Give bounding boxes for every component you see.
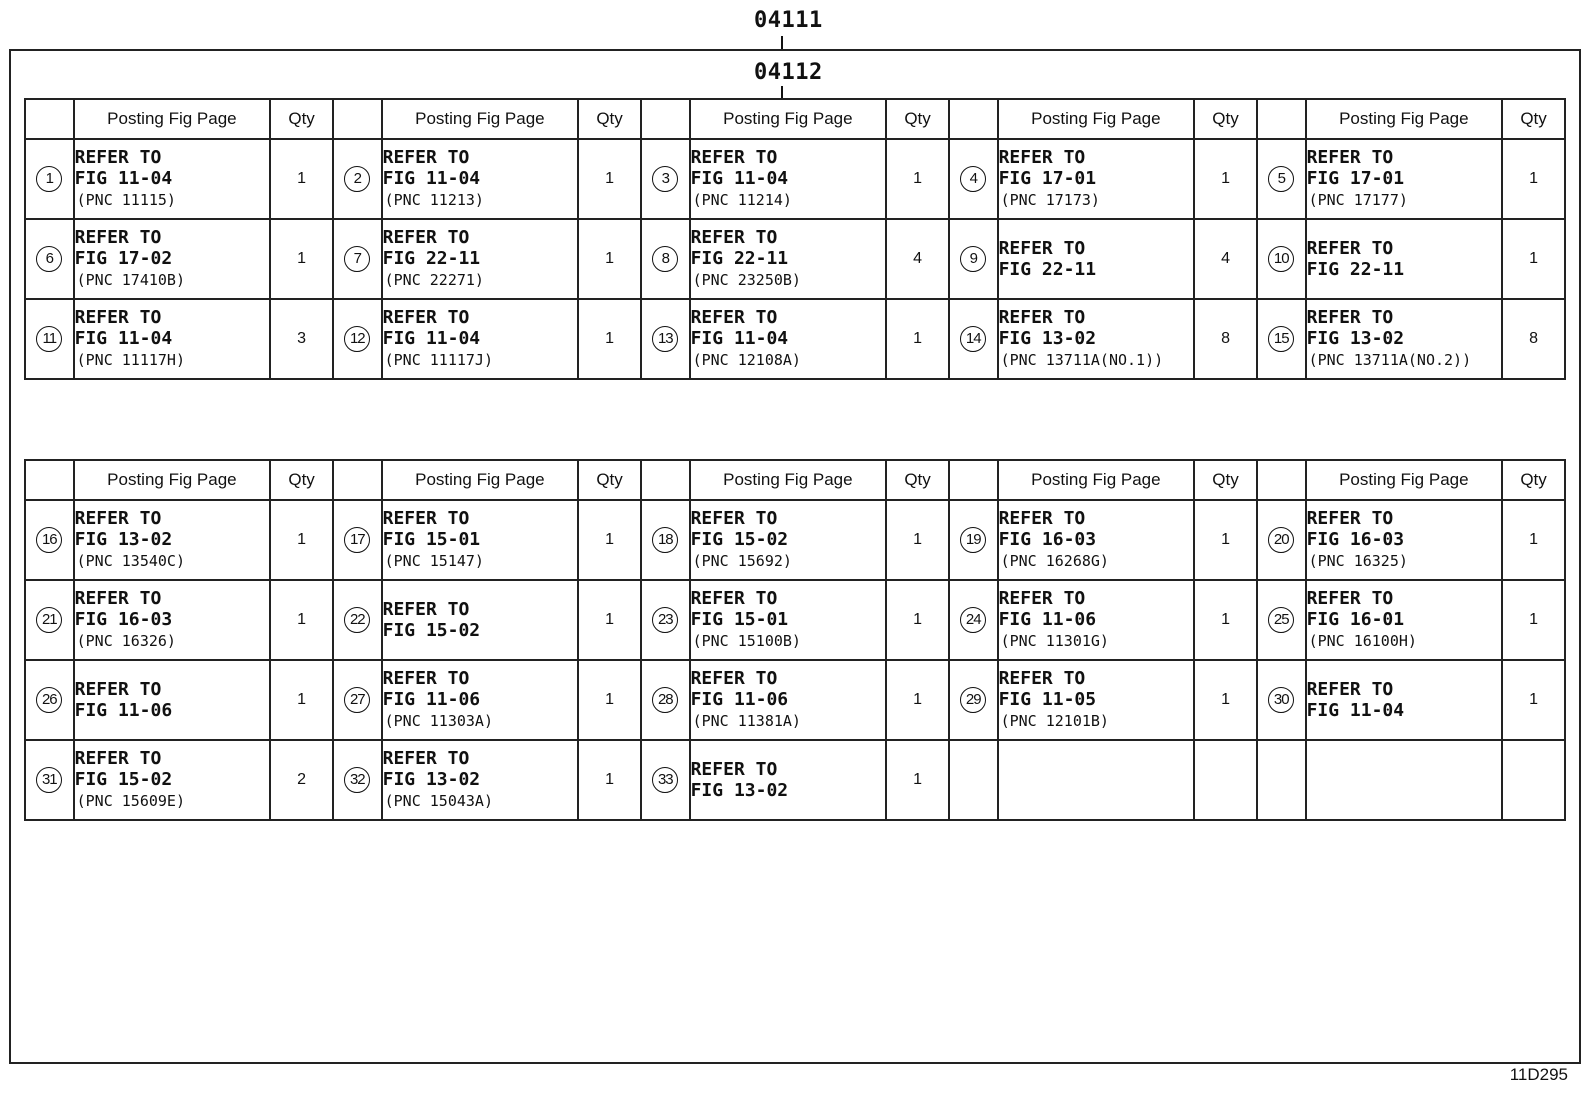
header-posting-fig-page: Posting Fig Page [382, 460, 579, 500]
reference-cell [1306, 740, 1503, 820]
reference-cell [74, 660, 271, 740]
refer-to-text: REFER TO [1306, 508, 1394, 529]
qty-cell: 4 [886, 219, 949, 299]
fig-page-text: FIG 11-04 [382, 328, 481, 349]
refer-to-text: REFER TO [1306, 307, 1394, 328]
fig-page-text: FIG 11-04 [690, 168, 789, 189]
fig-page-text: FIG 11-04 [382, 168, 481, 189]
index-cell [641, 580, 690, 660]
callout-number: 28 [652, 687, 678, 713]
qty-cell: 1 [886, 299, 949, 379]
fig-page-text: FIG 13-02 [690, 780, 789, 801]
pnc-text: (PNC 11381A) [692, 712, 801, 730]
header-row [25, 99, 1565, 139]
pnc-text: (PNC 17410B) [76, 271, 185, 289]
refer-to-text: REFER TO [1306, 147, 1394, 168]
callout-number: 13 [652, 326, 678, 352]
fig-page-text: FIG 11-05 [998, 689, 1097, 710]
refer-to-text: REFER TO [74, 227, 162, 248]
pnc-text: (PNC 15100B) [692, 632, 801, 650]
index-cell [333, 139, 382, 219]
fig-page-text: FIG 11-04 [1306, 700, 1405, 721]
qty-cell: 1 [886, 580, 949, 660]
pnc-text: (PNC 11213) [384, 191, 484, 209]
callout-number: 24 [960, 607, 986, 633]
fig-page-text: FIG 11-06 [690, 689, 789, 710]
callout-number: 2 [344, 166, 370, 192]
refer-to-text: REFER TO [690, 508, 778, 529]
index-cell [333, 740, 382, 820]
reference-cell [382, 500, 579, 580]
header-qty: Qty [1194, 99, 1257, 139]
reference-cell [1306, 660, 1503, 740]
reference-cell [382, 299, 579, 379]
pnc-text: (PNC 12101B) [1000, 712, 1109, 730]
reference-cell [690, 139, 887, 219]
reference-cell [1306, 299, 1503, 379]
refer-to-text: REFER TO [1306, 238, 1394, 259]
refer-to-text: REFER TO [74, 307, 162, 328]
header-posting-fig-page: Posting Fig Page [74, 460, 271, 500]
refer-to-text: REFER TO [998, 147, 1086, 168]
fig-page-text: FIG 16-03 [998, 529, 1097, 550]
qty-cell: 1 [1194, 660, 1257, 740]
callout-number: 25 [1268, 607, 1294, 633]
header-posting-fig-page: Posting Fig Page [998, 460, 1195, 500]
callout-number: 15 [1268, 326, 1294, 352]
qty-cell: 1 [886, 740, 949, 820]
refer-to-text: REFER TO [998, 508, 1086, 529]
refer-to-text: REFER TO [1306, 679, 1394, 700]
reference-cell [690, 660, 887, 740]
reference-cell [382, 740, 579, 820]
table-row [25, 660, 1565, 740]
callout-number: 18 [652, 527, 678, 553]
callout-number: 3 [652, 166, 678, 192]
reference-cell [998, 139, 1195, 219]
refer-to-text: REFER TO [382, 227, 470, 248]
pnc-text: (PNC 16325) [1308, 552, 1408, 570]
reference-cell [74, 139, 271, 219]
callout-number: 31 [36, 767, 62, 793]
qty-cell: 1 [578, 139, 641, 219]
header-posting-fig-page: Posting Fig Page [690, 99, 887, 139]
reference-cell [1306, 500, 1503, 580]
refer-to-text: REFER TO [998, 238, 1086, 259]
header-qty: Qty [578, 99, 641, 139]
callout-number: 1 [36, 166, 62, 192]
header-index-cell [949, 460, 998, 500]
qty-cell: 1 [270, 660, 333, 740]
refer-to-text: REFER TO [998, 307, 1086, 328]
header-index-cell [641, 99, 690, 139]
reference-cell [382, 660, 579, 740]
reference-cell [690, 500, 887, 580]
refer-to-text: REFER TO [382, 307, 470, 328]
header-posting-fig-page: Posting Fig Page [74, 99, 271, 139]
index-cell [641, 500, 690, 580]
refer-to-text: REFER TO [382, 748, 470, 769]
callout-number: 22 [344, 607, 370, 633]
pnc-text: (PNC 13711A(NO.1)) [1000, 351, 1164, 369]
qty-cell [1502, 740, 1565, 820]
reference-cell [690, 740, 887, 820]
fig-page-text: FIG 17-01 [998, 168, 1097, 189]
reference-cell [690, 580, 887, 660]
fig-page-text: FIG 15-02 [74, 769, 173, 790]
header-qty: Qty [1502, 99, 1565, 139]
qty-cell: 1 [1502, 660, 1565, 740]
qty-cell: 1 [270, 580, 333, 660]
pnc-text: (PNC 11301G) [1000, 632, 1109, 650]
index-cell [1257, 660, 1306, 740]
index-cell [1257, 500, 1306, 580]
refer-to-text: REFER TO [690, 668, 778, 689]
reference-cell [74, 740, 271, 820]
reference-cell [382, 580, 579, 660]
callout-number: 27 [344, 687, 370, 713]
refer-to-text: REFER TO [690, 307, 778, 328]
header-qty: Qty [886, 99, 949, 139]
qty-cell: 1 [1502, 580, 1565, 660]
reference-cell [998, 299, 1195, 379]
qty-cell: 1 [1194, 139, 1257, 219]
callout-number: 12 [344, 326, 370, 352]
table-row [25, 299, 1565, 379]
pnc-text: (PNC 15147) [384, 552, 484, 570]
reference-cell [382, 219, 579, 299]
part-number-label: 11D295 [1509, 1065, 1568, 1084]
refer-to-text: REFER TO [690, 227, 778, 248]
reference-cell [74, 500, 271, 580]
qty-cell: 8 [1194, 299, 1257, 379]
header-row [25, 460, 1565, 500]
table-row [25, 580, 1565, 660]
qty-cell: 1 [1502, 500, 1565, 580]
leader-line-04111 [781, 36, 783, 50]
refer-to-text: REFER TO [382, 508, 470, 529]
refer-to-text: REFER TO [382, 147, 470, 168]
qty-cell: 1 [1502, 219, 1565, 299]
index-cell [25, 580, 74, 660]
qty-cell [1194, 740, 1257, 820]
callout-number: 7 [344, 246, 370, 272]
header-index-cell [949, 99, 998, 139]
reference-cell [998, 660, 1195, 740]
index-cell [333, 299, 382, 379]
index-cell [333, 500, 382, 580]
reference-cell [74, 219, 271, 299]
header-posting-fig-page: Posting Fig Page [382, 99, 579, 139]
callout-number: 10 [1268, 246, 1294, 272]
reference-table-1 [24, 98, 1566, 380]
reference-cell [998, 580, 1195, 660]
fig-page-text: FIG 15-02 [690, 529, 789, 550]
fig-page-text: FIG 11-04 [74, 328, 173, 349]
index-cell [333, 580, 382, 660]
pnc-text: (PNC 15043A) [384, 792, 493, 810]
pnc-text: (PNC 16268G) [1000, 552, 1109, 570]
qty-cell: 1 [886, 139, 949, 219]
index-cell [949, 139, 998, 219]
table-row [25, 139, 1565, 219]
qty-cell: 2 [270, 740, 333, 820]
reference-cell [998, 219, 1195, 299]
header-qty: Qty [578, 460, 641, 500]
callout-number: 6 [36, 246, 62, 272]
index-cell [25, 299, 74, 379]
header-index-cell [333, 99, 382, 139]
refer-to-text: REFER TO [382, 599, 470, 620]
callout-number: 33 [652, 767, 678, 793]
reference-table-2 [24, 459, 1566, 821]
fig-page-text: FIG 13-02 [74, 529, 173, 550]
pnc-text: (PNC 11115) [76, 191, 176, 209]
index-cell [949, 740, 998, 820]
header-index-cell [25, 460, 74, 500]
table-row [25, 500, 1565, 580]
fig-page-text: FIG 22-11 [1306, 259, 1405, 280]
index-cell [1257, 580, 1306, 660]
reference-cell [998, 740, 1195, 820]
callout-number: 21 [36, 607, 62, 633]
pnc-text: (PNC 11117H) [76, 351, 185, 369]
callout-number: 17 [344, 527, 370, 553]
callout-number: 20 [1268, 527, 1294, 553]
header-index-cell [1257, 99, 1306, 139]
header-posting-fig-page: Posting Fig Page [998, 99, 1195, 139]
fig-page-text: FIG 16-03 [1306, 529, 1405, 550]
refer-to-text: REFER TO [998, 588, 1086, 609]
index-cell [641, 299, 690, 379]
index-cell [641, 740, 690, 820]
fig-page-text: FIG 13-02 [382, 769, 481, 790]
index-cell [949, 500, 998, 580]
qty-cell: 8 [1502, 299, 1565, 379]
index-cell [25, 139, 74, 219]
index-cell [949, 299, 998, 379]
refer-to-text: REFER TO [74, 748, 162, 769]
qty-cell: 1 [886, 500, 949, 580]
reference-cell [74, 580, 271, 660]
qty-cell: 1 [578, 740, 641, 820]
reference-cell [74, 299, 271, 379]
table-row [25, 219, 1565, 299]
refer-to-text: REFER TO [690, 588, 778, 609]
table-row [25, 740, 1565, 820]
pnc-text: (PNC 22271) [384, 271, 484, 289]
qty-cell: 1 [886, 660, 949, 740]
refer-to-text: REFER TO [74, 508, 162, 529]
fig-page-text: FIG 22-11 [382, 248, 481, 269]
pnc-text: (PNC 13711A(NO.2)) [1308, 351, 1472, 369]
fig-page-text: FIG 22-11 [998, 259, 1097, 280]
index-cell [641, 219, 690, 299]
index-cell [25, 500, 74, 580]
qty-cell: 1 [1194, 500, 1257, 580]
index-cell [333, 219, 382, 299]
fig-page-text: FIG 15-02 [382, 620, 481, 641]
callout-number: 8 [652, 246, 678, 272]
reference-cell [1306, 219, 1503, 299]
callout-number: 29 [960, 687, 986, 713]
index-cell [949, 660, 998, 740]
pnc-text: (PNC 13540C) [76, 552, 185, 570]
qty-cell: 1 [578, 500, 641, 580]
fig-page-text: FIG 17-01 [1306, 168, 1405, 189]
reference-cell [690, 219, 887, 299]
header-index-cell [333, 460, 382, 500]
fig-page-text: FIG 13-02 [1306, 328, 1405, 349]
index-cell [1257, 299, 1306, 379]
callout-number: 23 [652, 607, 678, 633]
qty-cell: 1 [270, 139, 333, 219]
qty-cell: 4 [1194, 219, 1257, 299]
index-cell [949, 219, 998, 299]
fig-page-text: FIG 11-04 [690, 328, 789, 349]
reference-cell [1306, 139, 1503, 219]
fig-page-text: FIG 15-01 [382, 529, 481, 550]
assembly-label-04111: 04111 [754, 8, 823, 33]
qty-cell: 1 [270, 219, 333, 299]
fig-page-text: FIG 11-06 [74, 700, 173, 721]
index-cell [1257, 219, 1306, 299]
pnc-text: (PNC 16100H) [1308, 632, 1417, 650]
fig-page-text: FIG 13-02 [998, 328, 1097, 349]
header-qty: Qty [270, 460, 333, 500]
qty-cell: 1 [578, 219, 641, 299]
fig-page-text: FIG 15-01 [690, 609, 789, 630]
callout-number: 19 [960, 527, 986, 553]
index-cell [641, 139, 690, 219]
fig-page-text: FIG 22-11 [690, 248, 789, 269]
pnc-text: (PNC 15609E) [76, 792, 185, 810]
qty-cell: 1 [578, 299, 641, 379]
reference-cell [998, 500, 1195, 580]
qty-cell: 1 [1502, 139, 1565, 219]
callout-number: 26 [36, 687, 62, 713]
reference-cell [690, 299, 887, 379]
pnc-text: (PNC 11214) [692, 191, 792, 209]
callout-number: 14 [960, 326, 986, 352]
fig-page-text: FIG 17-02 [74, 248, 173, 269]
callout-number: 30 [1268, 687, 1294, 713]
qty-cell: 1 [1194, 580, 1257, 660]
refer-to-text: REFER TO [74, 679, 162, 700]
index-cell [333, 660, 382, 740]
index-cell [1257, 740, 1306, 820]
pnc-text: (PNC 23250B) [692, 271, 801, 289]
header-qty: Qty [1502, 460, 1565, 500]
index-cell [1257, 139, 1306, 219]
qty-cell: 1 [578, 580, 641, 660]
header-qty: Qty [1194, 460, 1257, 500]
header-index-cell [25, 99, 74, 139]
qty-cell: 3 [270, 299, 333, 379]
header-qty: Qty [886, 460, 949, 500]
fig-page-text: FIG 11-04 [74, 168, 173, 189]
index-cell [25, 660, 74, 740]
fig-page-text: FIG 11-06 [998, 609, 1097, 630]
qty-cell: 1 [270, 500, 333, 580]
pnc-text: (PNC 11303A) [384, 712, 493, 730]
header-posting-fig-page: Posting Fig Page [690, 460, 887, 500]
pnc-text: (PNC 17173) [1000, 191, 1100, 209]
refer-to-text: REFER TO [1306, 588, 1394, 609]
header-qty: Qty [270, 99, 333, 139]
callout-number: 16 [36, 527, 62, 553]
refer-to-text: REFER TO [382, 668, 470, 689]
callout-number: 11 [36, 326, 62, 352]
callout-number: 32 [344, 767, 370, 793]
pnc-text: (PNC 16326) [76, 632, 176, 650]
header-posting-fig-page: Posting Fig Page [1306, 99, 1503, 139]
header-posting-fig-page: Posting Fig Page [1306, 460, 1503, 500]
fig-page-text: FIG 16-03 [74, 609, 173, 630]
refer-to-text: REFER TO [690, 759, 778, 780]
callout-number: 9 [960, 246, 986, 272]
refer-to-text: REFER TO [690, 147, 778, 168]
pnc-text: (PNC 11117J) [384, 351, 493, 369]
fig-page-text: FIG 16-01 [1306, 609, 1405, 630]
refer-to-text: REFER TO [74, 588, 162, 609]
refer-to-text: REFER TO [74, 147, 162, 168]
qty-cell: 1 [578, 660, 641, 740]
reference-cell [1306, 580, 1503, 660]
fig-page-text: FIG 11-06 [382, 689, 481, 710]
pnc-text: (PNC 15692) [692, 552, 792, 570]
index-cell [25, 219, 74, 299]
index-cell [641, 660, 690, 740]
callout-number: 4 [960, 166, 986, 192]
index-cell [949, 580, 998, 660]
assembly-label-04112: 04112 [754, 60, 823, 85]
reference-cell [382, 139, 579, 219]
pnc-text: (PNC 12108A) [692, 351, 801, 369]
header-index-cell [1257, 460, 1306, 500]
index-cell [25, 740, 74, 820]
pnc-text: (PNC 17177) [1308, 191, 1408, 209]
refer-to-text: REFER TO [998, 668, 1086, 689]
header-index-cell [641, 460, 690, 500]
callout-number: 5 [1268, 166, 1294, 192]
